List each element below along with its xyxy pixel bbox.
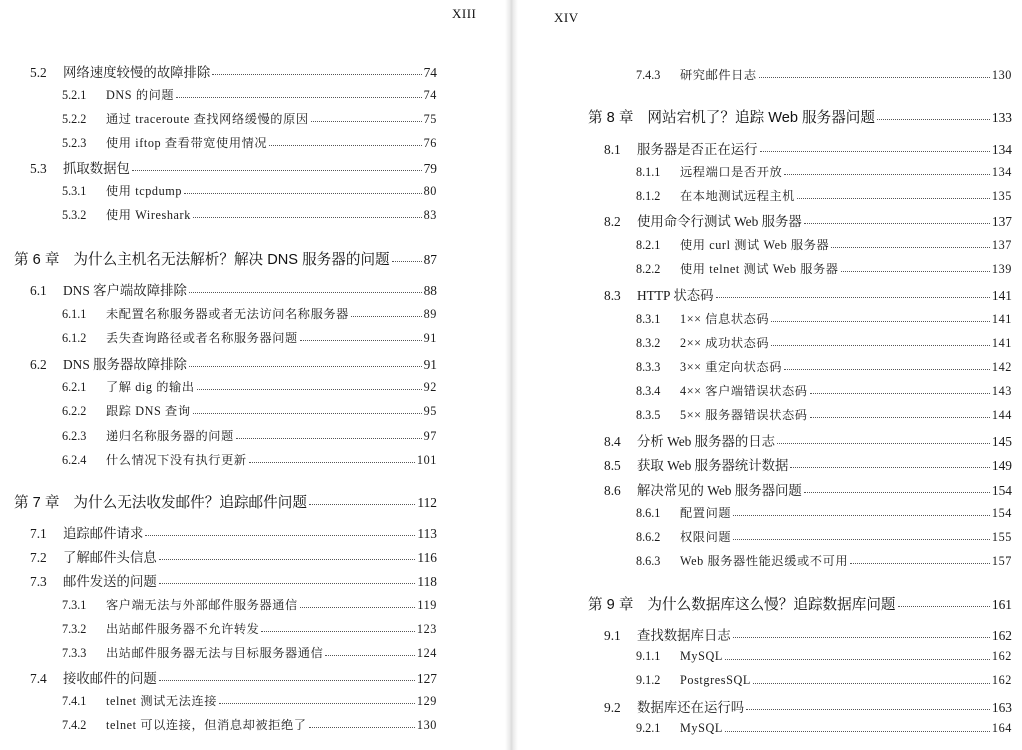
toc-entry-page: 92: [423, 380, 437, 394]
toc-entry-number: 8.1.1: [636, 165, 661, 179]
toc-leader-dots: [777, 442, 990, 444]
toc-entry-title: 什么情况下没有执行更新: [106, 453, 247, 467]
toc-entry-page: 76: [423, 136, 437, 150]
left-page-number: XIII: [452, 6, 477, 21]
toc-entry-title: 使用命令行测试 Web 服务器: [637, 214, 802, 229]
toc-leader-dots: [850, 562, 990, 564]
toc-section-entry: [604, 480, 1012, 499]
toc-section-entry: [30, 158, 437, 177]
toc-entry-title: 使用 iftop 查看带宽使用情况: [106, 136, 268, 150]
toc-entry-page: 142: [991, 360, 1012, 374]
toc-leader-dots: [193, 216, 422, 218]
toc-entry-page: 119: [417, 598, 437, 612]
toc-chapter-entry: [588, 593, 1012, 614]
toc-entry-number: 6.2.4: [62, 453, 87, 467]
toc-entry-title: DNS 客户端故障排除: [63, 283, 187, 298]
toc-leader-dots: [784, 173, 990, 175]
toc-subsection-entry: [62, 620, 437, 637]
toc-entry-number: 8.2: [604, 214, 621, 229]
toc-leader-dots: [753, 682, 990, 684]
toc-subsection-entry: [62, 134, 437, 151]
toc-entry-title: 跟踪 DNS 查询: [106, 404, 191, 418]
toc-leader-dots: [746, 708, 990, 710]
toc-entry-number: 7.2: [30, 550, 47, 565]
toc-entry-page: 75: [423, 112, 437, 126]
toc-entry-title: 数据库还在运行吗: [637, 700, 745, 715]
toc-entry-page: 139: [991, 262, 1012, 276]
toc-entry-number: 6.2: [30, 357, 47, 372]
toc-section-entry: [604, 697, 1012, 716]
toc-entry-number: 7.1: [30, 526, 47, 541]
toc-entry-title: DNS 的问题: [106, 88, 175, 102]
toc-entry-number: 8.1.2: [636, 189, 661, 203]
toc-leader-dots: [733, 538, 990, 540]
toc-entry-number: 8.6.1: [636, 506, 661, 520]
toc-section-entry: [30, 571, 437, 590]
toc-entry-number: 6.2.3: [62, 429, 87, 443]
toc-entry-title: Web 服务器性能迟缓或不可用: [680, 554, 849, 568]
toc-entry-title: 4×× 客户端错误状态码: [680, 384, 808, 398]
toc-entry-page: 141: [991, 288, 1012, 303]
toc-entry-title: 出站邮件服务器不允许转发: [106, 622, 260, 636]
toc-leader-dots: [725, 730, 990, 732]
toc-entry-page: 144: [991, 408, 1012, 422]
toc-leader-dots: [132, 169, 422, 171]
toc-entry-number: 第 6 章: [14, 252, 60, 268]
toc-entry-title: 研究邮件日志: [680, 68, 757, 82]
toc-entry-title: MySQL: [680, 721, 723, 735]
toc-entry-page: 164: [991, 721, 1012, 735]
toc-entry-title: 网站宕机了？追踪 Web 服务器问题: [647, 110, 875, 126]
toc-subsection-entry: [636, 382, 1012, 399]
toc-leader-dots: [184, 192, 422, 194]
toc-entry-page: 141: [991, 336, 1012, 350]
toc-entry-title: MySQL: [680, 649, 723, 663]
toc-entry-title: 为什么主机名无法解析？解决 DNS 服务器的问题: [73, 252, 390, 268]
toc-leader-dots: [810, 392, 990, 394]
toc-section-entry: [30, 354, 437, 373]
left-page: [0, 0, 505, 750]
toc-entry-title: DNS 服务器故障排除: [63, 357, 187, 372]
toc-section-entry: [30, 280, 437, 299]
toc-entry-page: 123: [416, 622, 437, 636]
toc-entry-number: 9.1.1: [636, 649, 661, 663]
toc-subsection-entry: [636, 406, 1012, 423]
toc-subsection-entry: [62, 644, 437, 661]
toc-chapter-entry: [14, 248, 437, 269]
toc-entry-title: 获取 Web 服务器统计数据: [637, 458, 789, 473]
toc-subsection-entry: [62, 378, 437, 395]
toc-entry-number: 7.3.2: [62, 622, 87, 636]
toc-entry-title: 查找数据库日志: [637, 628, 731, 643]
toc-entry-number: 8.6: [604, 483, 621, 498]
toc-entry-number: 7.4.2: [62, 718, 87, 732]
toc-entry-page: 91: [423, 357, 437, 372]
toc-chapter-entry: [14, 491, 437, 512]
toc-subsection-entry: [636, 673, 1012, 688]
toc-leader-dots: [325, 654, 415, 656]
toc-subsection-entry: [62, 110, 437, 127]
toc-entry-number: 8.6.2: [636, 530, 661, 544]
toc-subsection-entry: [636, 260, 1012, 277]
toc-entry-number: 9.1: [604, 628, 621, 643]
toc-subsection-entry: [636, 334, 1012, 351]
book-gutter: [505, 0, 518, 750]
toc-entry-page: 143: [991, 384, 1012, 398]
toc-entry-number: 8.3.1: [636, 312, 661, 326]
toc-section-entry: [30, 547, 437, 566]
toc-entry-number: 7.3.1: [62, 598, 87, 612]
toc-leader-dots: [784, 368, 990, 370]
toc-entry-page: 162: [991, 628, 1012, 643]
toc-entry-number: 5.2.1: [62, 88, 87, 102]
toc-entry-title: 权限问题: [680, 530, 732, 544]
toc-entry-number: 8.5: [604, 458, 621, 473]
toc-entry-number: 9.2.1: [636, 721, 661, 735]
toc-subsection-entry: [636, 552, 1012, 569]
toc-entry-title: 使用 curl 测试 Web 服务器: [680, 238, 830, 252]
toc-entry-number: 6.1: [30, 283, 47, 298]
toc-entry-title: 3×× 重定向状态码: [680, 360, 783, 374]
toc-entry-number: 7.4.1: [62, 694, 87, 708]
toc-leader-dots: [311, 120, 422, 122]
toc-entry-title: 远程端口是否开放: [680, 165, 783, 179]
toc-entry-number: 8.1: [604, 142, 621, 157]
toc-entry-number: 6.1.1: [62, 307, 87, 321]
toc-entry-number: 7.3.3: [62, 646, 87, 660]
toc-leader-dots: [309, 503, 415, 505]
toc-subsection-entry: [636, 163, 1012, 180]
toc-leader-dots: [159, 558, 416, 560]
toc-entry-page: 133: [991, 110, 1012, 125]
toc-entry-page: 141: [991, 312, 1012, 326]
toc-entry-number: 5.3.1: [62, 184, 87, 198]
toc-entry-page: 162: [991, 649, 1012, 663]
toc-entry-title: 服务器是否正在运行: [637, 142, 758, 157]
toc-entry-title: telnet 测试无法连接: [106, 694, 218, 708]
toc-entry-title: 网络速度较慢的故障排除: [63, 65, 211, 80]
toc-entry-title: 解决常见的 Web 服务器问题: [637, 483, 802, 498]
toc-subsection-entry: [636, 310, 1012, 327]
toc-subsection-entry: [636, 649, 1012, 664]
toc-entry-page: 127: [416, 671, 437, 686]
toc-subsection-entry: [62, 182, 437, 199]
toc-entry-title: 追踪邮件请求: [63, 526, 144, 541]
toc-subsection-entry: [636, 721, 1012, 736]
toc-leader-dots: [733, 636, 990, 638]
toc-entry-number: 8.3.2: [636, 336, 661, 350]
toc-leader-dots: [197, 388, 422, 390]
toc-entry-page: 116: [417, 550, 437, 565]
toc-leader-dots: [249, 461, 415, 463]
toc-leader-dots: [771, 344, 990, 346]
toc-entry-page: 118: [417, 574, 437, 589]
toc-entry-number: 5.3: [30, 161, 47, 176]
toc-entry-page: 129: [416, 694, 437, 708]
toc-entry-page: 134: [991, 165, 1012, 179]
toc-entry-page: 113: [417, 526, 437, 541]
toc-leader-dots: [790, 466, 989, 468]
toc-leader-dots: [145, 534, 415, 536]
toc-subsection-entry: [62, 716, 437, 733]
toc-subsection-entry: [636, 236, 1012, 253]
toc-subsection-entry: [636, 504, 1012, 521]
toc-section-entry: [604, 431, 1012, 450]
toc-entry-number: 5.2.2: [62, 112, 87, 126]
toc-entry-number: 5.3.2: [62, 208, 87, 222]
toc-entry-page: 83: [423, 208, 437, 222]
toc-entry-title: telnet 可以连接，但消息却被拒绝了: [106, 718, 307, 732]
toc-section-entry: [30, 523, 437, 542]
toc-entry-title: 使用 Wireshark: [106, 208, 191, 222]
right-page: [518, 0, 1022, 750]
toc-entry-page: 161: [991, 597, 1012, 612]
toc-section-entry: [604, 211, 1012, 230]
toc-entry-number: 8.2.2: [636, 262, 661, 276]
toc-entry-page: 130: [991, 68, 1012, 82]
toc-entry-title: 分析 Web 服务器的日志: [637, 434, 776, 449]
toc-entry-title: 2×× 成功状态码: [680, 336, 770, 350]
toc-entry-page: 80: [423, 184, 437, 198]
toc-leader-dots: [261, 630, 414, 632]
toc-entry-number: 7.4: [30, 671, 47, 686]
toc-entry-number: 8.3.5: [636, 408, 661, 422]
toc-entry-title: 客户端无法与外部邮件服务器通信: [106, 598, 298, 612]
toc-entry-number: 8.3.3: [636, 360, 661, 374]
toc-subsection-entry: [62, 206, 437, 223]
toc-entry-title: 邮件发送的问题: [63, 574, 157, 589]
toc-entry-number: 6.2.2: [62, 404, 87, 418]
toc-subsection-entry: [62, 402, 437, 419]
toc-entry-page: 74: [423, 88, 437, 102]
toc-leader-dots: [725, 658, 990, 660]
toc-entry-page: 95: [423, 404, 437, 418]
toc-entry-page: 89: [423, 307, 437, 321]
toc-subsection-entry: [636, 66, 1012, 83]
toc-entry-page: 91: [423, 331, 437, 345]
toc-entry-title: 抓取数据包: [63, 161, 130, 176]
toc-section-entry: [604, 139, 1012, 158]
toc-entry-page: 149: [991, 458, 1012, 473]
toc-leader-dots: [733, 514, 990, 516]
toc-subsection-entry: [62, 427, 437, 444]
toc-subsection-entry: [636, 187, 1012, 204]
toc-section-entry: [30, 668, 437, 687]
toc-entry-title: 1×× 信息状态码: [680, 312, 770, 326]
toc-entry-page: 88: [423, 283, 437, 298]
toc-section-entry: [604, 455, 1012, 474]
toc-leader-dots: [159, 679, 415, 681]
toc-leader-dots: [189, 365, 422, 367]
toc-chapter-entry: [588, 106, 1012, 127]
toc-entry-title: PostgresSQL: [680, 673, 751, 687]
toc-entry-number: 6.2.1: [62, 380, 87, 394]
toc-leader-dots: [159, 582, 416, 584]
toc-entry-title: 配置问题: [680, 506, 732, 520]
toc-section-entry: [604, 625, 1012, 644]
toc-subsection-entry: [62, 329, 437, 346]
toc-entry-title: 通过 traceroute 查找网络缓慢的原因: [106, 112, 309, 126]
toc-leader-dots: [810, 416, 990, 418]
toc-entry-page: 155: [991, 530, 1012, 544]
toc-leader-dots: [212, 73, 421, 75]
toc-entry-number: 9.2: [604, 700, 621, 715]
toc-entry-title: 了解 dig 的输出: [106, 380, 195, 394]
toc-entry-number: 6.1.2: [62, 331, 87, 345]
toc-entry-page: 162: [991, 673, 1012, 687]
toc-leader-dots: [189, 291, 422, 293]
toc-leader-dots: [716, 296, 990, 298]
toc-entry-page: 79: [423, 161, 437, 176]
toc-leader-dots: [193, 412, 422, 414]
toc-entry-number: 8.3.4: [636, 384, 661, 398]
toc-entry-title: 了解邮件头信息: [63, 550, 157, 565]
toc-subsection-entry: [636, 528, 1012, 545]
toc-entry-page: 87: [423, 252, 437, 267]
toc-entry-page: 135: [991, 189, 1012, 203]
toc-leader-dots: [771, 320, 990, 322]
toc-leader-dots: [176, 96, 421, 98]
toc-entry-number: 9.1.2: [636, 673, 661, 687]
toc-leader-dots: [877, 118, 990, 120]
toc-entry-title: 使用 telnet 测试 Web 服务器: [680, 262, 839, 276]
toc-entry-page: 101: [416, 453, 437, 467]
toc-entry-title: 为什么数据库这么慢？追踪数据库问题: [647, 597, 896, 613]
toc-leader-dots: [300, 606, 416, 608]
toc-entry-number: 8.3: [604, 288, 621, 303]
toc-entry-page: 137: [991, 214, 1012, 229]
toc-entry-title: HTTP 状态码: [637, 288, 714, 303]
toc-entry-page: 97: [423, 429, 437, 443]
toc-leader-dots: [898, 605, 990, 607]
toc-leader-dots: [797, 197, 990, 199]
toc-entry-number: 第 7 章: [14, 495, 60, 511]
toc-entry-title: 在本地测试远程主机: [680, 189, 796, 203]
toc-entry-title: 使用 tcpdump: [106, 184, 183, 198]
toc-leader-dots: [760, 150, 990, 152]
toc-leader-dots: [804, 222, 990, 224]
toc-entry-page: 154: [991, 506, 1012, 520]
toc-entry-number: 7.4.3: [636, 68, 661, 82]
toc-entry-page: 145: [991, 434, 1012, 449]
toc-entry-page: 124: [416, 646, 437, 660]
right-page-number: XIV: [554, 10, 579, 25]
toc-section-entry: [604, 285, 1012, 304]
toc-entry-page: 134: [991, 142, 1012, 157]
toc-leader-dots: [759, 76, 990, 78]
toc-entry-title: 未配置名称服务器或者无法访问名称服务器: [106, 307, 349, 321]
toc-leader-dots: [219, 702, 415, 704]
toc-entry-number: 第 8 章: [588, 110, 634, 126]
toc-leader-dots: [392, 260, 422, 262]
toc-entry-title: 丢失查询路径或者名称服务器问题: [106, 331, 298, 345]
toc-entry-title: 出站邮件服务器无法与目标服务器通信: [106, 646, 324, 660]
toc-leader-dots: [841, 270, 990, 272]
toc-leader-dots: [300, 339, 422, 341]
toc-entry-title: 递归名称服务器的问题: [106, 429, 234, 443]
toc-subsection-entry: [62, 305, 437, 322]
toc-entry-number: 第 9 章: [588, 597, 634, 613]
toc-entry-page: 112: [417, 495, 437, 510]
toc-entry-title: 5×× 服务器错误状态码: [680, 408, 808, 422]
toc-entry-number: 5.2.3: [62, 136, 87, 150]
toc-entry-number: 7.3: [30, 574, 47, 589]
toc-entry-title: 为什么无法收发邮件？追踪邮件问题: [73, 495, 307, 511]
toc-subsection-entry: [62, 596, 437, 613]
toc-entry-page: 130: [416, 718, 437, 732]
toc-entry-title: 接收邮件的问题: [63, 671, 157, 686]
toc-entry-page: 74: [423, 65, 437, 80]
toc-entry-number: 8.4: [604, 434, 621, 449]
toc-leader-dots: [236, 437, 422, 439]
toc-entry-page: 137: [991, 238, 1012, 252]
toc-subsection-entry: [636, 358, 1012, 375]
toc-subsection-entry: [62, 451, 437, 468]
toc-leader-dots: [309, 726, 415, 728]
toc-leader-dots: [269, 144, 421, 146]
toc-entry-number: 8.6.3: [636, 554, 661, 568]
toc-entry-number: 8.2.1: [636, 238, 661, 252]
toc-leader-dots: [831, 246, 990, 248]
toc-subsection-entry: [62, 692, 437, 709]
toc-leader-dots: [804, 491, 990, 493]
toc-entry-page: 154: [991, 483, 1012, 498]
toc-section-entry: [30, 62, 437, 81]
toc-leader-dots: [351, 315, 422, 317]
toc-entry-page: 163: [991, 700, 1012, 715]
toc-subsection-entry: [62, 86, 437, 103]
toc-entry-number: 5.2: [30, 65, 47, 80]
toc-entry-page: 157: [991, 554, 1012, 568]
